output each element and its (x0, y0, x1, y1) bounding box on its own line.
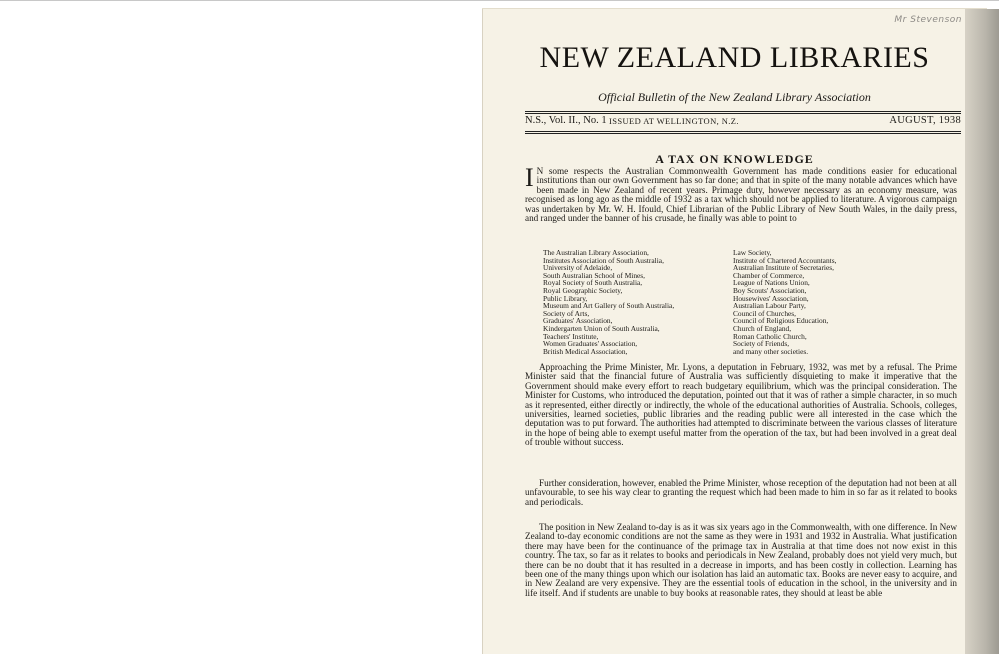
article-paragraph-4: The position in New Zealand to-day is as it was six years ago in the Commonwealth, with one difference. In New Zealand to-day economic conditions are not the same as they were in 1931 and 1932 in Australia. What justification there may have been for the continuance of the primage tax in Australia at that time does not now exist in this country. The tax, so far as it relates to books and periodicals in New Zealand, probably does not yield very much, but there can be no doubt that it has resulted in a decrease in imports, and has been costly in collection. Learning has been one of the many things upon which our isolation has laid an automatic tax. Books are never easy to acquire, and in New Zealand are very expensive. They are the essential tools of education in the school, in the university and in life itself. And if students are unable to buy books at reasonable rates, they should at least be able (525, 522, 957, 598)
bulletin-page (483, 9, 986, 654)
organisation-item: Society of Arts, (543, 308, 590, 318)
organisation-item: The Australian Library Association, (543, 248, 649, 257)
article-paragraph-1 (525, 163, 957, 224)
article-paragraph-3: Further consideration, however, enabled the Prime Minister, whose reception of the deputation had not been at all unfavourable, to see his way clear to granting the request which had been made to him in so far as it related to books and periodicals. (525, 478, 957, 507)
issue-volume: N.S., Vol. II., No. 1 (525, 115, 607, 126)
organisation-item: Council of Churches, (733, 308, 797, 318)
organisation-item: Boy Scouts' Association, (733, 285, 807, 295)
organisation-item: British Medical Association, (543, 346, 628, 356)
article-paragraph-2: Approaching the Prime Minister, Mr. Lyons, a deputation in February, 1932, was met by a refusal. The Prime Minister said that the financial future of Australia was sufficiently disquieting to make it imperative that the Government should make every effort to reach budgetary equilibrium, which was the principal consideration. The Minister for Customs, who introduced the deputation, pointed out that it was of rather a simple character, in so much as it represented, either directly or indirectly, the whole of the educational authorities of Australia. Schools, colleges, universities, learned societies, public libraries and the reading public were all interested in the case which the deputation was to put forward. The authorities had attempted to discriminate between the various classes of literature in the hope of being able to exempt useful matter from the operation of the tax, but had been involved in a great deal of trouble without success. (525, 362, 957, 448)
organisation-item: and many other societies. (733, 346, 809, 356)
pencil-annotation: Mr Stevenson (894, 15, 962, 25)
organisation-item: University of Adelaide, (543, 263, 613, 273)
issue-date: AUGUST, 1938 (889, 115, 961, 126)
organisation-item: Church of England, (733, 323, 792, 333)
organisation-item: Housewives' Association, (733, 293, 809, 303)
organisation-item: Public Library, (543, 293, 588, 303)
header-rule-bottom-double (525, 133, 961, 134)
organisation-item: Institutes Association of South Australia, (543, 255, 664, 265)
organisations-list (543, 249, 953, 359)
organisation-item: Women Graduates' Association, (543, 339, 638, 349)
organisation-item: Royal Geographic Society, (543, 285, 623, 295)
organisation-item: Teachers' Institute, (543, 331, 599, 341)
organisation-item: Institute of Chartered Accountants, (733, 255, 837, 265)
organisations-right-column (733, 249, 943, 355)
organisation-item: Chamber of Commerce, (733, 270, 805, 280)
organisation-item: Australian Labour Party, (733, 301, 806, 311)
header-rule-top (525, 111, 961, 112)
page-edge-shadow (965, 9, 999, 654)
paragraph-1-text: N some respects the Australian Commonwealth Government has made conditions easier for educational institutions than our own Government has so far done; and that in spite of the many notable advances which have been made in New Zealand of recent years. Primage duty, however necessary as an economy measure, was recognised as long ago as the middle of 1932 as a tax which should not be applied to literature. A vigorous campaign was undertaken by Mr. W. H. Ifould, Chief Librarian of the Public Library of New South Wales, in the daily press, and ranged under the banner of his crusade, he finally was able to point to (525, 166, 957, 224)
header-rule-bottom (525, 131, 961, 132)
organisation-item: Museum and Art Gallery of South Australia, (543, 301, 675, 311)
organisation-item: Australian Institute of Secretaries, (733, 263, 834, 273)
article-headline: A TAX ON KNOWLEDGE (655, 152, 814, 166)
organisation-item: Royal Society of South Australia, (543, 278, 643, 288)
organisation-item: Roman Catholic Church, (733, 331, 807, 341)
masthead-title: NEW ZEALAND LIBRARIES (539, 41, 930, 74)
masthead-subtitle: Official Bulletin of the New Zealand Library Association (598, 90, 871, 104)
scan-frame-line (0, 0, 999, 1)
organisations-left-column (543, 249, 743, 355)
issue-place: ISSUED AT WELLINGTON, N.Z. (609, 116, 739, 126)
header-rule-top-double (525, 113, 961, 114)
organisation-item: South Australian School of Mines, (543, 270, 646, 280)
organisation-item: Graduates' Association, (543, 316, 613, 326)
issue-line (525, 115, 961, 129)
organisation-item: Law Society, (733, 248, 772, 257)
organisation-item: Society of Friends, (733, 339, 790, 349)
drop-cap: I (525, 163, 534, 192)
organisation-item: League of Nations Union, (733, 278, 810, 288)
organisation-item: Council of Religious Education, (733, 316, 829, 326)
organisation-item: Kindergarten Union of South Australia, (543, 323, 660, 333)
